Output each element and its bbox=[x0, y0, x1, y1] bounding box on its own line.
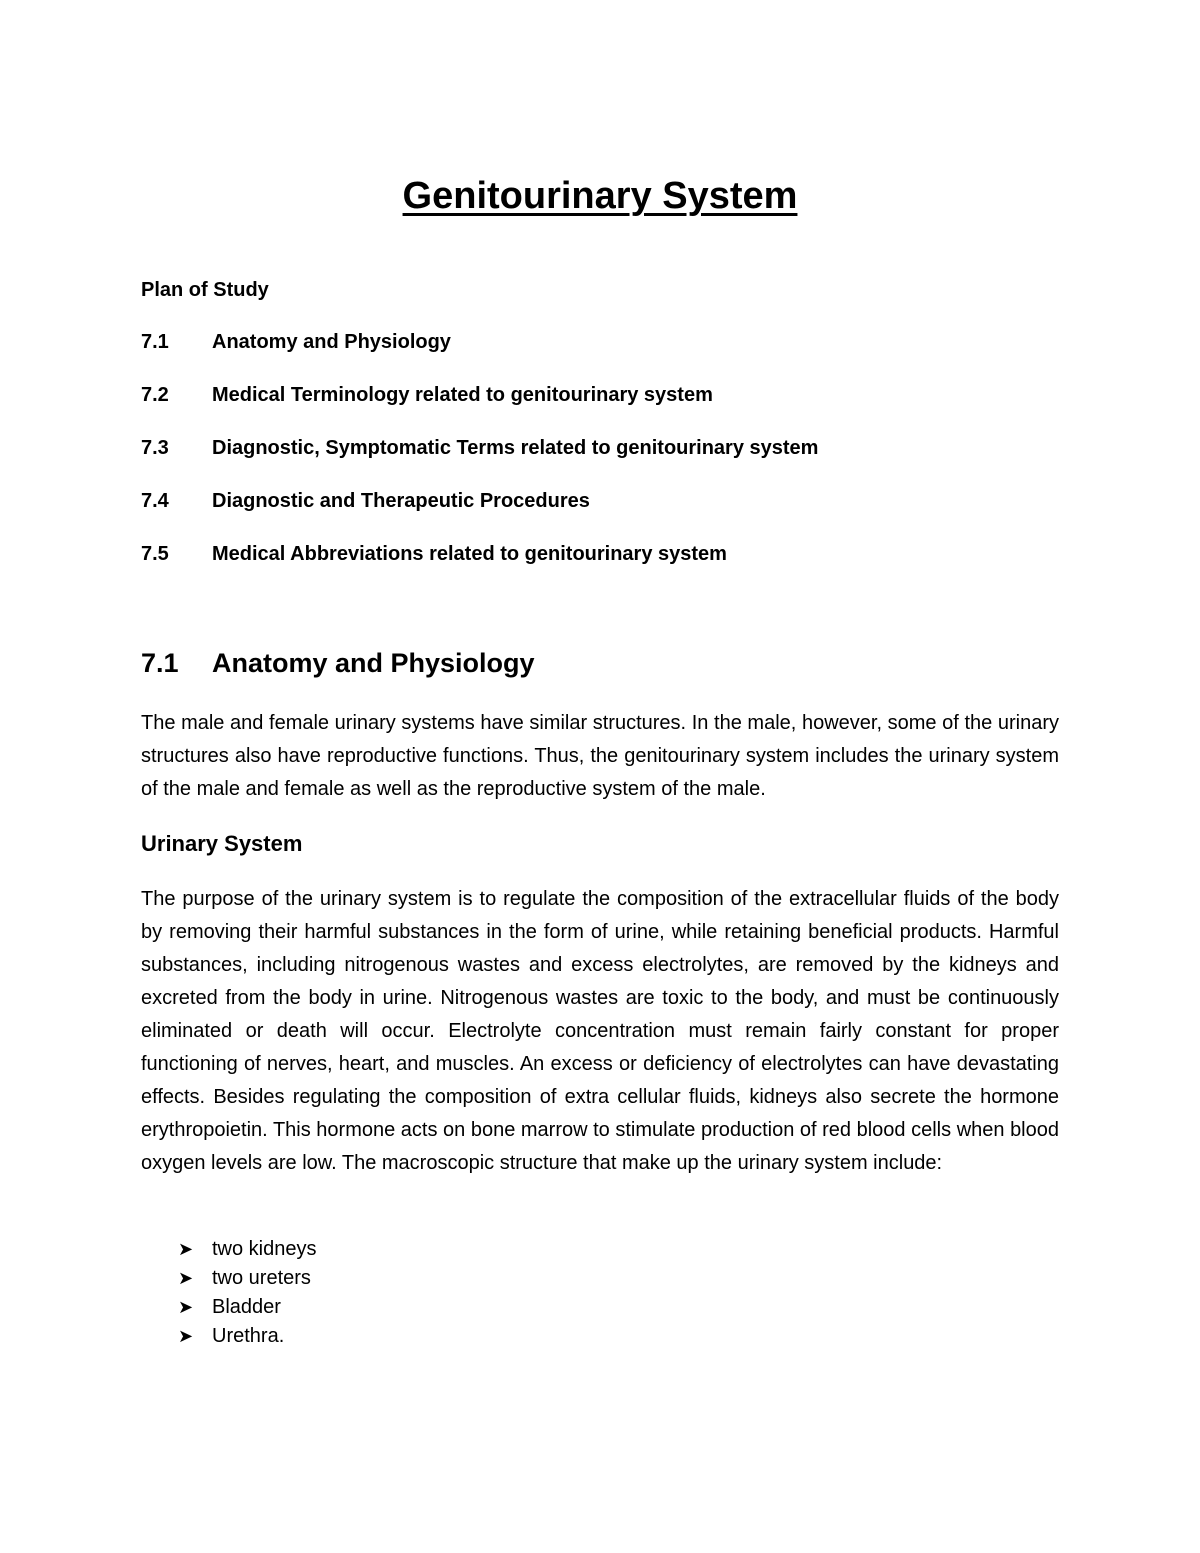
plan-item-number: 7.1 bbox=[141, 331, 169, 353]
list-item bbox=[178, 1264, 317, 1293]
plan-of-study-heading: Plan of Study bbox=[141, 279, 269, 301]
list-item-text: two ureters bbox=[212, 1267, 311, 1289]
plan-item-label: Medical Abbreviations related to genitourinary system bbox=[212, 543, 727, 565]
plan-item bbox=[141, 434, 818, 487]
section-title: Anatomy and Physiology bbox=[212, 648, 535, 678]
plan-of-study-list bbox=[141, 328, 818, 593]
plan-item bbox=[141, 487, 818, 540]
intro-paragraph: The male and female urinary systems have similar structures. In the male, however, some of the urinary structures also have reproductive functions. Thus, the genitourinary system includes the urinary system of the male and female as well as the reproductive system of the male. bbox=[141, 712, 1059, 800]
structures-list bbox=[178, 1235, 317, 1351]
arrowhead-bullet-icon: ➤ bbox=[178, 1239, 194, 1260]
plan-item bbox=[141, 381, 818, 434]
list-item-text: Bladder bbox=[212, 1296, 281, 1318]
plan-item-number: 7.2 bbox=[141, 384, 169, 406]
plan-item-number: 7.4 bbox=[141, 490, 169, 512]
arrowhead-bullet-icon: ➤ bbox=[178, 1297, 194, 1318]
plan-item bbox=[141, 540, 818, 593]
list-item bbox=[178, 1322, 317, 1351]
plan-item-number: 7.3 bbox=[141, 437, 169, 459]
plan-item-number: 7.5 bbox=[141, 543, 169, 565]
urinary-system-paragraph: The purpose of the urinary system is to regulate the composition of the extracellular fluids of the body by removing their harmful substances in the form of urine, while retaining beneficial products. Harmful substances, including nitrogenous wastes and excess electrolytes, are removed by the kidneys and excreted from the body in urine. Nitrogenous wastes are toxic to the body, and must be continuously eliminated or death will occur. Electrolyte concentration must remain fairly constant for proper functioning of nerves, heart, and muscles. An excess or deficiency of electrolytes can have devastating effects. Besides regulating the composition of extra cellular fluids, kidneys also secrete the hormone erythropoietin. This hormone acts on bone marrow to stimulate production of red blood cells when blood oxygen levels are low. The macroscopic structure that make up the urinary system include: bbox=[141, 888, 1059, 1174]
section-number: 7.1 bbox=[141, 648, 179, 678]
plan-item-label: Diagnostic, Symptomatic Terms related to genitourinary system bbox=[212, 437, 819, 459]
plan-item-label: Diagnostic and Therapeutic Procedures bbox=[212, 490, 590, 512]
list-item-text: Urethra. bbox=[212, 1325, 285, 1347]
document-title: Genitourinary System bbox=[402, 175, 798, 217]
list-item bbox=[178, 1235, 317, 1264]
urinary-system-heading: Urinary System bbox=[141, 831, 303, 856]
list-item bbox=[178, 1293, 317, 1322]
list-item-text: two kidneys bbox=[212, 1238, 317, 1260]
arrowhead-bullet-icon: ➤ bbox=[178, 1326, 194, 1347]
plan-item bbox=[141, 328, 818, 381]
arrowhead-bullet-icon: ➤ bbox=[178, 1268, 194, 1289]
section-heading bbox=[141, 644, 535, 682]
plan-item-label: Medical Terminology related to genitourinary system bbox=[212, 384, 713, 406]
plan-item-label: Anatomy and Physiology bbox=[212, 331, 451, 353]
